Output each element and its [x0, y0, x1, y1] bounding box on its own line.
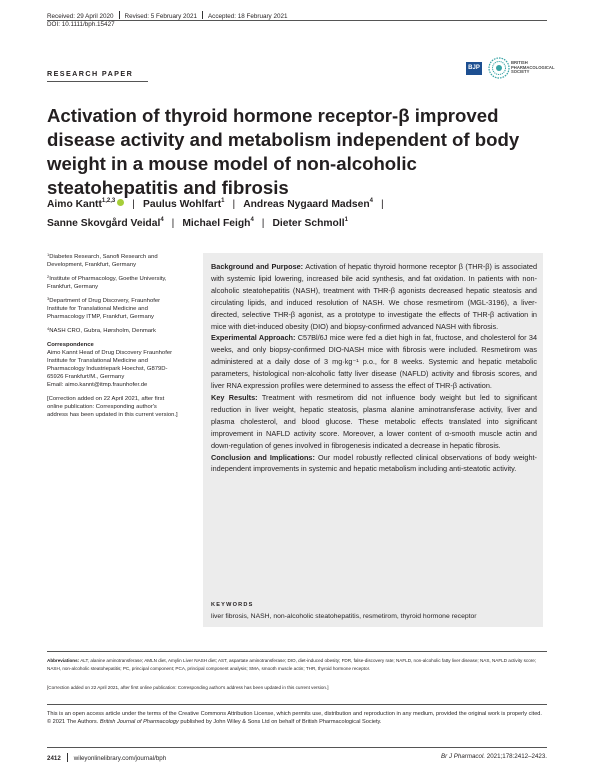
author[interactable]: Aimo Kantt$^{1,2,3}$ [47, 199, 124, 210]
orcid-icon[interactable] [117, 199, 124, 206]
author[interactable]: Sanne Skovgård Veidal$^4$ [47, 217, 164, 229]
abstract-results: Key Results: Treatment with resmetirom did not influence body weight but led to significant reduction in liver weight, hepatic steatosis, plasma alanine aminotransferase activity, liver and plasma cholesterol, and blood glucose. These metabolic effects translated into significant improvement in NAFLD activity score. Moreover, a lower content of α-smooth muscle actin and down-regulation of genes involved in fibrogenesis indicated a decrease in hepatic fibrosis. [211, 392, 538, 450]
author-separator: | [171, 218, 175, 229]
received-date: Received: 29 April 2020 [47, 13, 114, 20]
accepted-date: Accepted: 18 February 2021 [207, 13, 288, 20]
license [47, 710, 547, 726]
affiliation: $^4$NASH CRO, Gubra, Hørsholm, Denmark [47, 326, 156, 334]
divider [119, 11, 120, 19]
journal-url[interactable]: wileyonlinelibrary.com/journal/bph [73, 755, 167, 762]
footer-left [47, 753, 166, 762]
page-number: 2412 [47, 755, 61, 762]
abstract [211, 261, 537, 475]
author-separator: | [381, 199, 384, 210]
license-rule [47, 704, 547, 705]
abbreviations: Abbreviations: ALT, alanine aminotransferase; AMLN diet, Amylin Liver NASH diet; AST, aspartate aminotransferase; DIO, diet-induced obesity; FDR, false-discovery rate; NAFLD, non-alcoholic fatty liver disease; NAS, NAFLD activity score; NASH, non-alcoholic steatohepatitis; PC, principal component; PCA, principal component analysis; SMA, smooth muscle actin; THR, thyroid hormone receptor. [47, 658, 537, 671]
society-name: BRITISH PHARMACOLOGICAL SOCIETY [511, 60, 555, 75]
affiliation: $^2$Institute of Pharmacology, Goethe University, Frankfurt, Germany [47, 274, 167, 290]
copyright: © 2021 The Authors. British Journal of Pharmacology published by John Wiley & Sons Ltd on behalf of British Pharmacological Society. [47, 719, 382, 725]
abstract-approach: Experimental Approach: C57Bl/6J mice were fed a diet high in fat, fructose, and cholesterol for 34 weeks, and only biopsy-confirmed DIO-NASH mice with fibrosis were included. Resmetirom was administered at a daily dose of 3 mg·kg⁻¹ p.o., for 8 weeks. Systemic and hepatic metabolic parameters, histological non-alcoholic fatty liver disease (NAFLD) activity and fibrosis scores, and liver RNA expression profiles were determined to assess the effect of THR-β activation. [211, 333, 537, 391]
correspondence-address: Aimo Kannt Head of Drug Discovery Fraunhofer Institute for Translational Medicine and Pharmacology Industriepark Hoechst, G879D-65926 Frankfurt/M., Germany [47, 350, 173, 380]
society-logo-icon [488, 57, 510, 79]
header-rule [47, 20, 547, 21]
revised-date: Revised: 5 February 2021 [124, 13, 197, 20]
correction-note-footnote: [Correction added on 22 April 2021, after first online publication: Corresponding author's address has been updated in this current version.] [47, 685, 329, 690]
affiliation: $^1$Diabetes Research, Sanofi Research and Development, Frankfurt, Germany [47, 252, 158, 268]
author-separator: | [261, 218, 265, 229]
footer-rule [47, 747, 547, 748]
license-terms: This is an open access article under the terms of the Creative Commons Attribution License, which permits use, distribution and reproduction in any medium, provided the original work is properly cited. [47, 711, 542, 717]
doi[interactable]: DOI: 10.1111/bph.15427 [47, 21, 115, 28]
affiliation: $^3$Department of Drug Discovery, Fraunhofer Institute for Translational Medicine and Pharmacology ITMP, Frankfurt, Germany [47, 296, 161, 320]
divider [202, 11, 203, 19]
author-list [47, 195, 527, 233]
keywords-heading: KEYWORDS [211, 602, 254, 608]
section-label: RESEARCH PAPER [47, 69, 134, 78]
author-separator: | [132, 199, 135, 210]
divider [67, 753, 68, 762]
notes-rule [47, 651, 547, 652]
author[interactable]: Andreas Nygaard Madsen$^4$ [243, 198, 373, 210]
section-rule [47, 81, 148, 82]
journal-logo: BJP [466, 62, 482, 75]
article-title: Activation of thyroid hormone receptor-β improved disease activity and metabolism independent of body weight in a mouse model of non-alcoholic steatohepatitis and fibrosis [47, 105, 520, 198]
keywords: liver fibrosis, NASH, non-alcoholic steatohepatitis, resmetirom, thyroid hormone receptor [211, 613, 477, 620]
abstract-background: Background and Purpose: Activation of hepatic thyroid hormone receptor β (THR-β) is associated with systemic lipid lowering, increased bile acid synthesis, and fat oxidation. In patients with non-alcoholic steatohepatitis (NASH), treatment with THR-β agonists decreased hepatic steatosis and circulating lipids, and induced resolution of NASH. We chose resmetirom (MGL-3196), a liver-directed, selective THR-β agonist, as a prototype to investigate the effects of THR-β activation in mice with diet-induced obesity (DIO) and biopsy-confirmed advanced NASH with fibrosis. [211, 262, 537, 331]
author[interactable]: Dieter Schmoll$^1$ [272, 217, 348, 229]
correction-note: [Correction added on 22 April 2021, after first online publication: Corresponding author's address has been updated in this current version.] [47, 396, 178, 418]
author[interactable]: Paulus Wohlfart$^1$ [142, 198, 225, 210]
correspondence-email[interactable]: Email: aimo.kannt@itmp.fraunhofer.de [47, 382, 148, 388]
abstract-conclusion: Conclusion and Implications: Our model robustly reflected clinical observations of body weight-independent improvements in systemic and hepatic metabolism including anti-steatotic activity. [211, 452, 537, 474]
footer-citation: Br J Pharmacol. 2021;178:2412–2423. [441, 753, 547, 760]
author[interactable]: Michael Feigh$^4$ [182, 217, 254, 229]
author-separator: | [232, 199, 236, 210]
correspondence-heading: Correspondence [47, 342, 94, 348]
affiliations [47, 253, 179, 425]
